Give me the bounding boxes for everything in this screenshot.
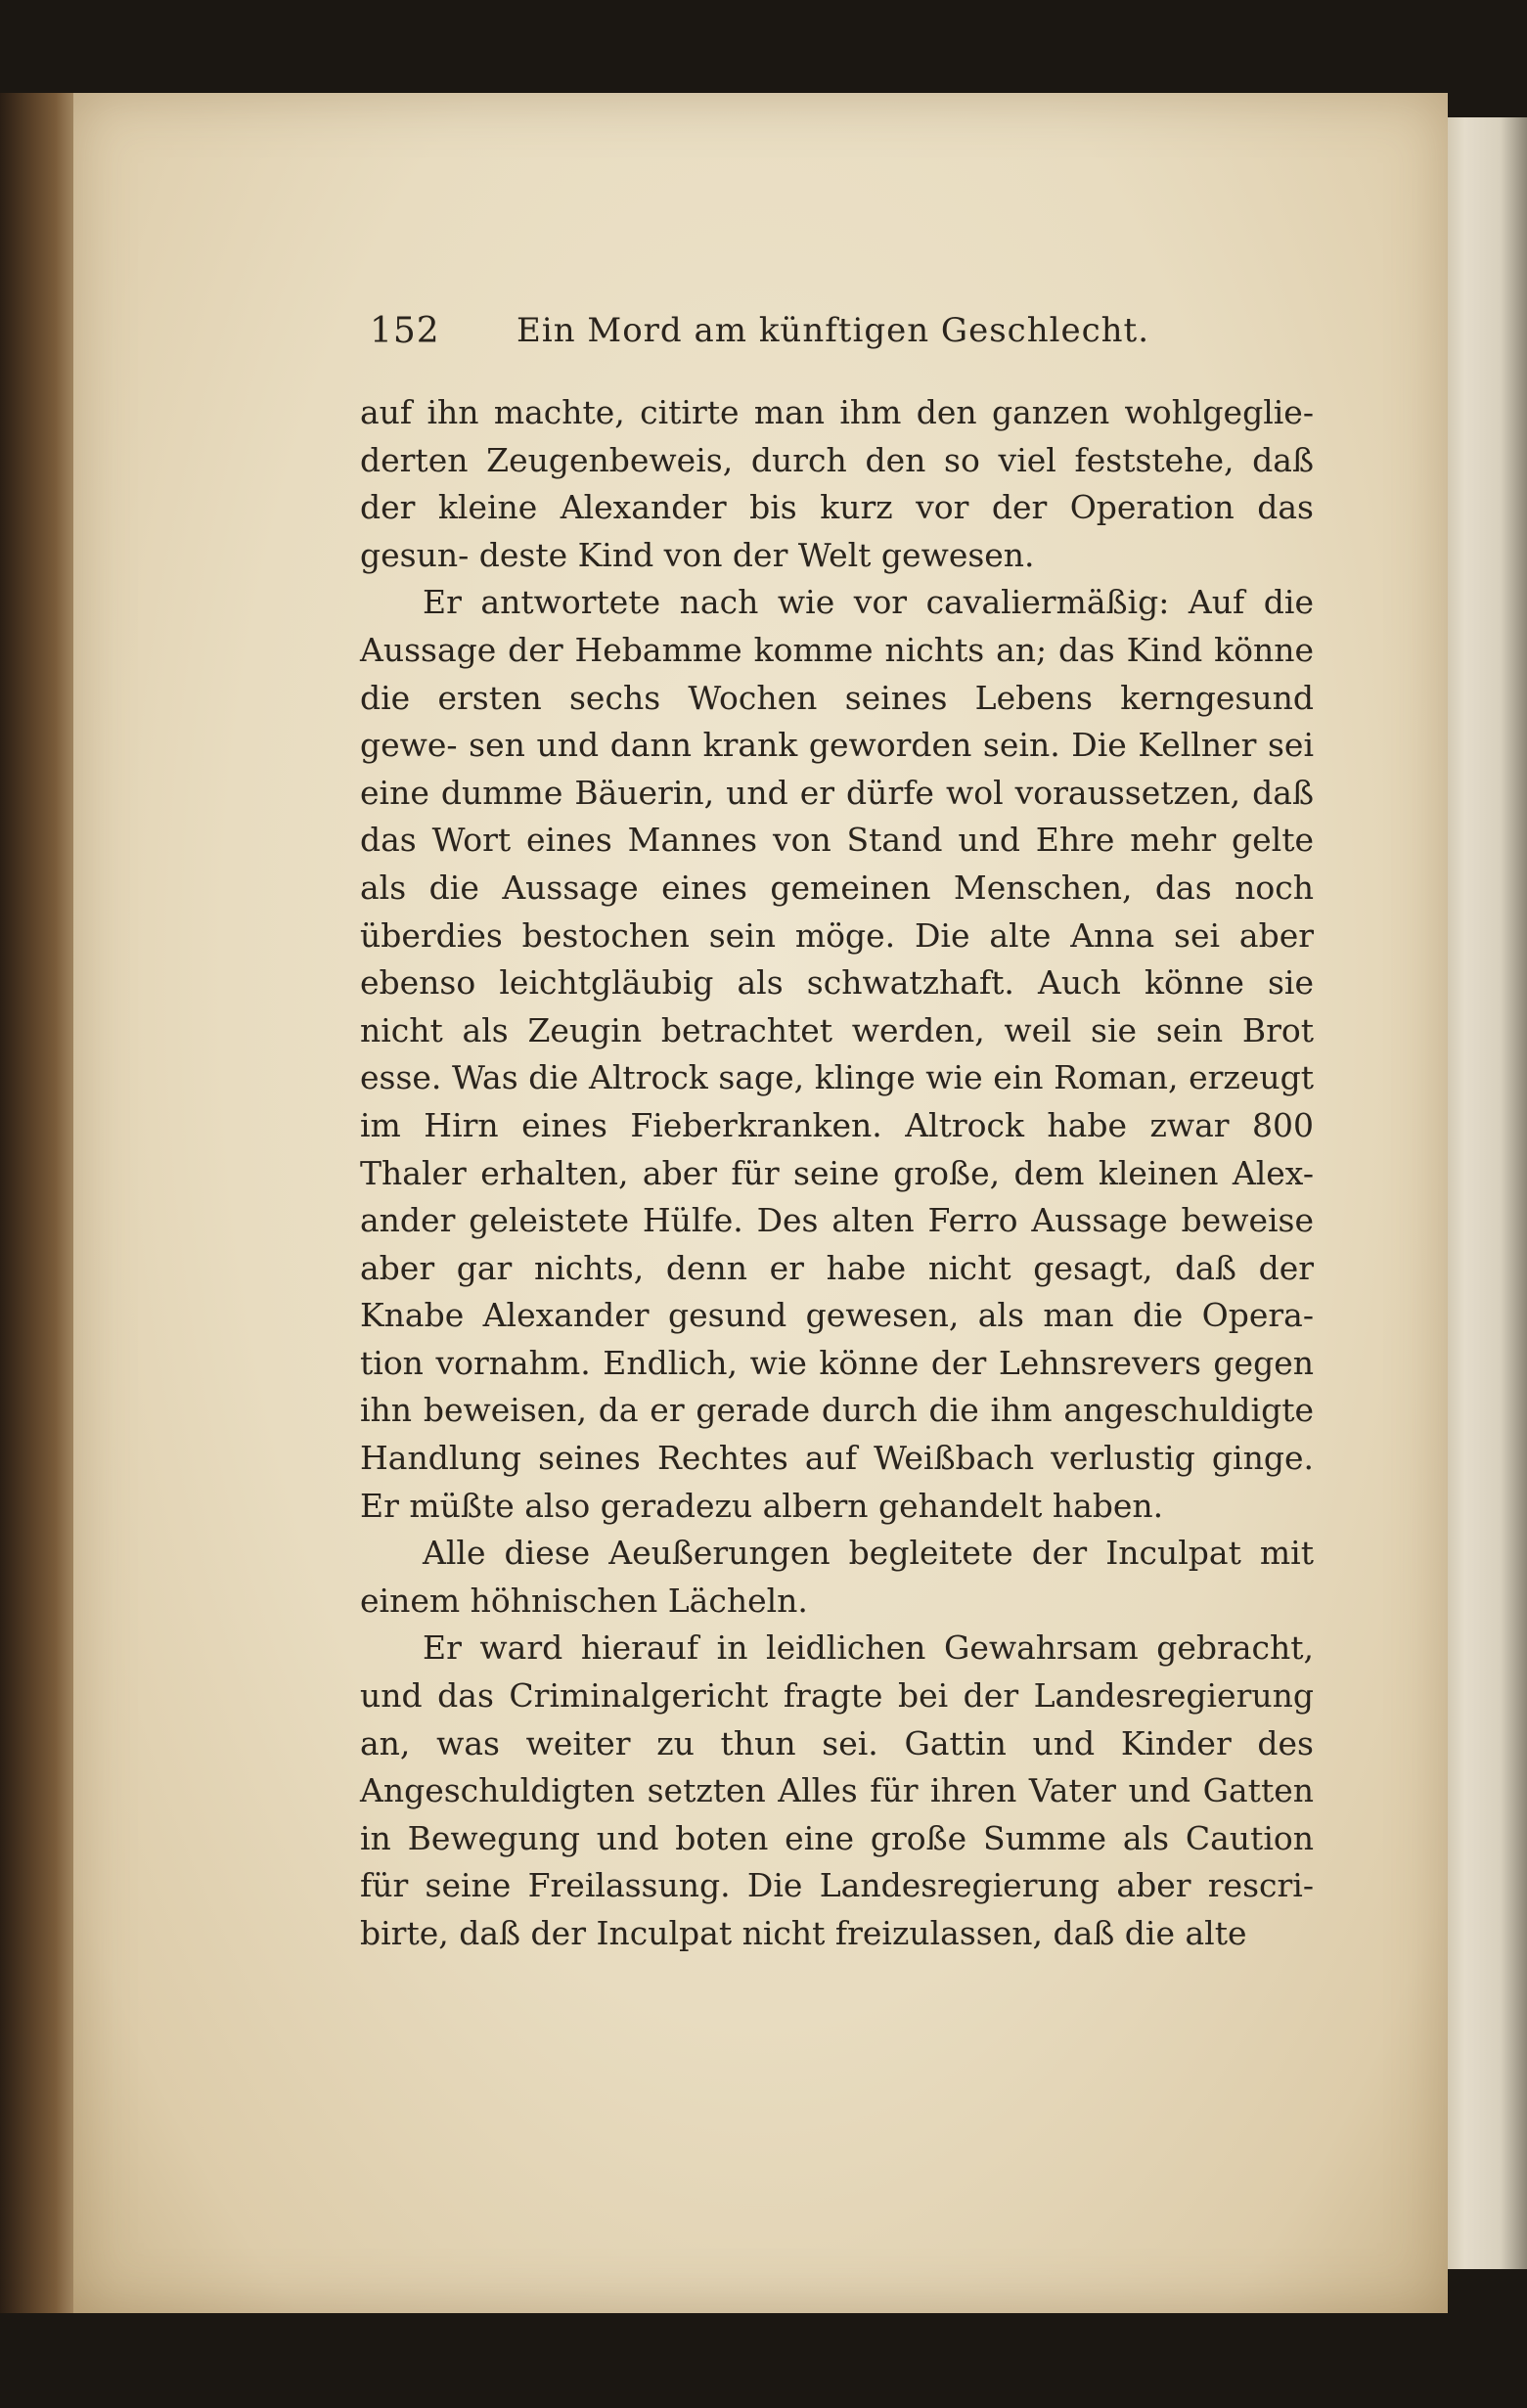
page-header [370,311,1152,362]
body-text [360,389,1314,1958]
paragraph-1: auf ihn machte, citirte man ihm den ganzen wohlgeglie- derten Zeugenbeweis, durch den so viel feststehe, daß der kleine Alexander bis kurz vor der Operation das gesun- deste Kind von der Welt gewesen. [360,393,1314,574]
paragraph-4: Er ward hierauf in leidlichen Gewahrsam gebracht, und das Criminalgericht fragte bei der Landesregierung an, was weiter zu thun sei. Gattin und Kinder des Angeschuldigten setzten Alles für ihren Vater und Gatten in Bewegung und boten eine große Summe als Caution für seine Freilassung. Die Landesregierung aber rescri- birte, daß der Inculpat nicht freizulassen, daß die alte [360,1628,1314,1952]
paragraph-2: Er antwortete nach wie vor cavaliermäßig: Auf die Aussage der Hebamme komme nichts an; das Kind könne die ersten sechs Wochen seines Lebens kerngesund gewe- sen und dann krank geworden sein. Die Kellner sei eine dumme Bäuerin, und er dürfe wol voraussetzen, daß das Wort eines Mannes von Stand und Ehre mehr gelte als die Aussage eines gemeinen Menschen, das noch überdies bestochen sein möge. Die alte Anna sei aber ebenso leichtgläubig als schwatzhaft. Auch könne sie nicht als Zeugin betrachtet werden, weil sie sein Brot esse. Was die Altrock sage, klinge wie ein Roman, erzeugt im Hirn eines Fieberkranken. Altrock habe zwar 800 Thaler erhalten, aber für seine große, dem kleinen Alex- ander geleistete Hülfe. Des alten Ferro Aussage beweise aber gar nichts, denn er habe nicht gesagt, daß der Knabe Alexander gesund gewesen, als man die Opera- tion vornahm. Endlich, wie könne der Lehnsrevers gegen ihn beweisen, da er gerade durch die ihm angeschuldigte Handlung seines Rechtes auf Weißbach verlustig ginge. Er müßte also geradezu albern gehandelt haben. [360,583,1314,1525]
running-head: Ein Mord am künftigen Geschlecht. [516,311,1150,350]
paragraph-3: Alle diese Aeußerungen begleitete der Inculpat mit einem höhnischen Lächeln. [360,1534,1314,1620]
book-edge-right [1438,117,1527,2269]
page-number: 152 [370,311,440,351]
